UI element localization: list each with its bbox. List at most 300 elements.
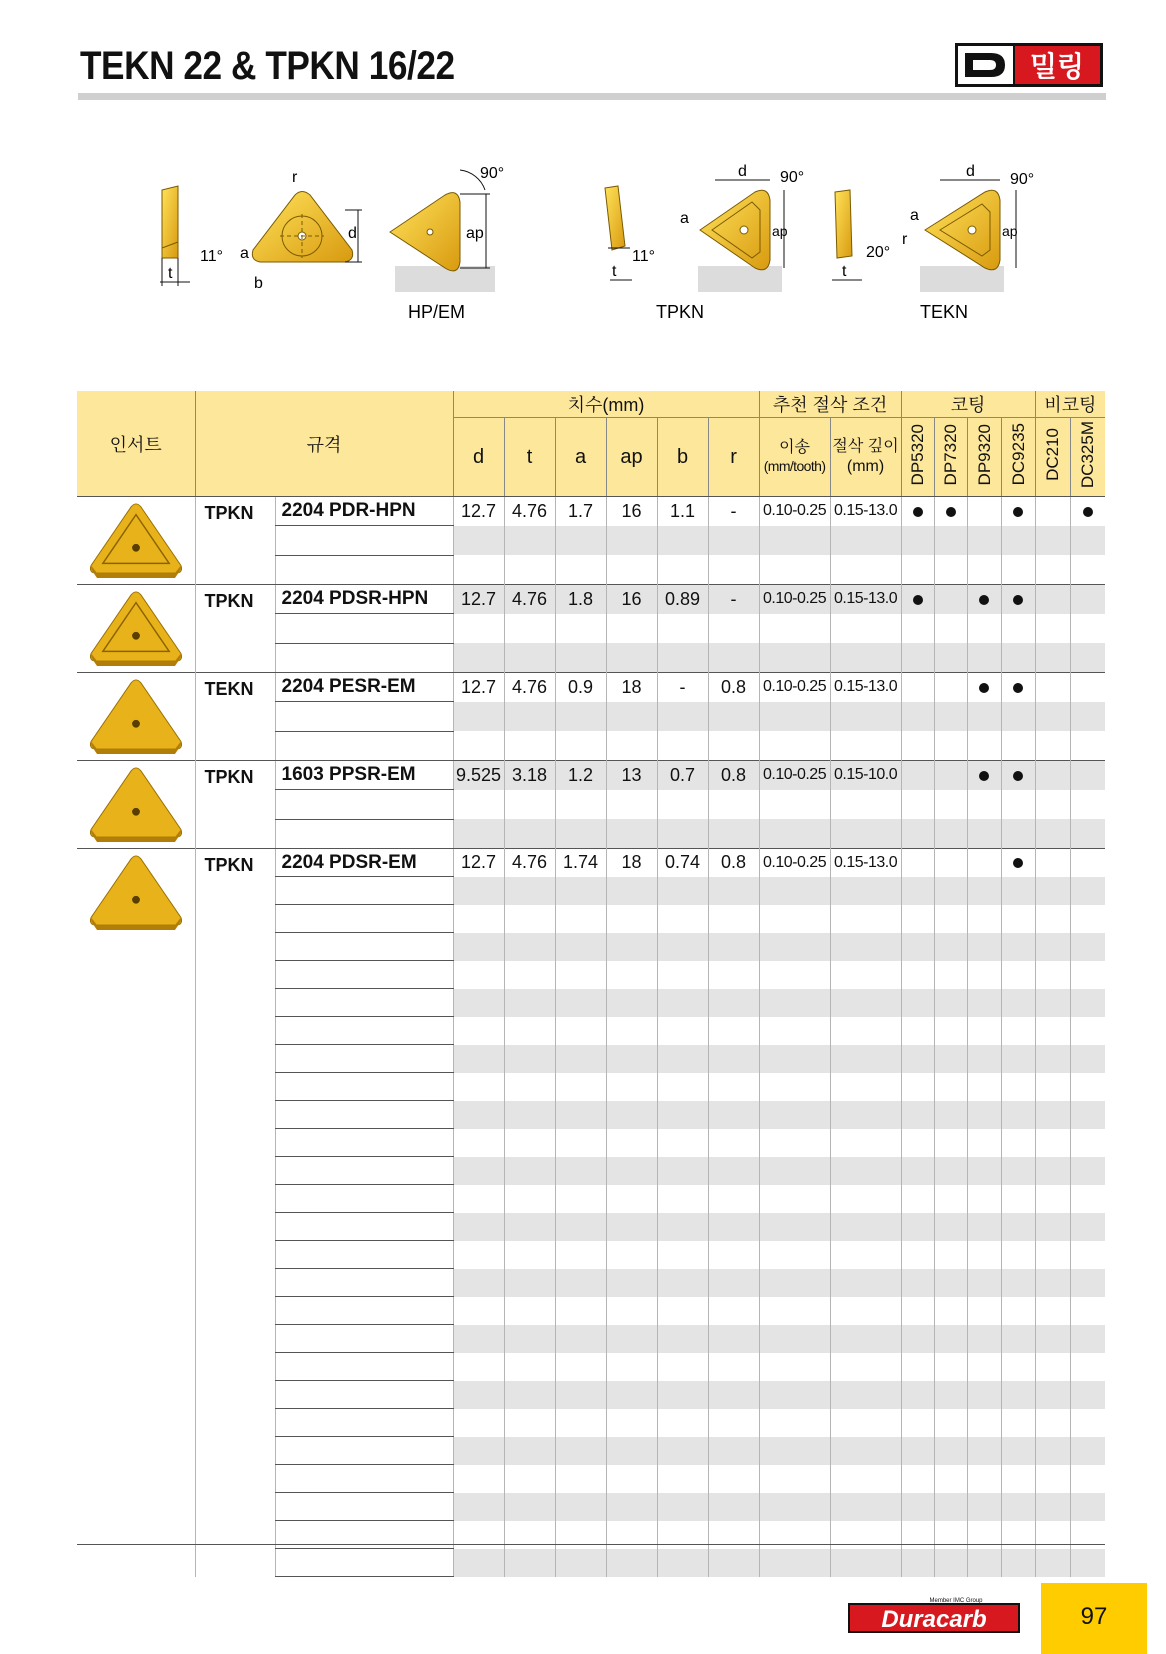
empty-cell [657, 819, 708, 848]
empty-cell [1070, 905, 1105, 933]
empty-cell [759, 731, 830, 760]
empty-cell [1035, 1073, 1070, 1101]
empty-cell [555, 933, 606, 961]
empty-cell [901, 1493, 934, 1521]
empty-cell [657, 1157, 708, 1185]
brand-small-text: Member IMC Group [929, 1598, 983, 1604]
grade-mark-cell [1001, 497, 1035, 526]
grade-mark-cell [967, 585, 1001, 614]
empty-cell [708, 1381, 759, 1409]
empty-cell [606, 877, 657, 905]
empty-cell [708, 1297, 759, 1325]
empty-cell [934, 1213, 967, 1241]
empty-code-cell [275, 1549, 453, 1577]
empty-cell [453, 790, 504, 819]
header-grade-dp7320 [934, 418, 967, 497]
empty-cell [504, 1297, 555, 1325]
empty-cell [657, 1101, 708, 1129]
empty-cell [657, 961, 708, 989]
empty-cell [657, 1437, 708, 1465]
dim-a-cell: 1.2 [555, 761, 606, 790]
empty-cell [967, 933, 1001, 961]
empty-cell [708, 1073, 759, 1101]
table-row [77, 673, 1105, 702]
table-row [77, 585, 1105, 614]
empty-cell [830, 1269, 901, 1297]
empty-cell [453, 989, 504, 1017]
empty-cell [708, 1241, 759, 1269]
empty-code-cell [275, 1185, 453, 1213]
empty-cell [1035, 1157, 1070, 1185]
empty-cell [606, 819, 657, 848]
dim-ap-cell: 16 [606, 585, 657, 614]
dim-a-label-2: a [680, 210, 689, 227]
empty-cell [657, 1269, 708, 1297]
empty-cell [606, 1213, 657, 1241]
empty-cell [901, 905, 934, 933]
dim-ap-cell: 18 [606, 849, 657, 877]
grade-mark-cell [967, 849, 1001, 877]
empty-cell [708, 989, 759, 1017]
empty-cell [934, 1157, 967, 1185]
empty-cell [759, 933, 830, 961]
empty-cell [934, 877, 967, 905]
table-bottom-rule [77, 1544, 1105, 1545]
empty-code-cell [275, 1073, 453, 1101]
empty-cell [1035, 790, 1070, 819]
empty-cell [934, 933, 967, 961]
empty-cell [967, 905, 1001, 933]
empty-cell [708, 1101, 759, 1129]
empty-cell [657, 702, 708, 731]
label-hp-em: HP/EM [408, 302, 466, 322]
dim-a-cell: 0.9 [555, 673, 606, 702]
empty-cell [1070, 1297, 1105, 1325]
insert-cell [77, 761, 195, 849]
empty-cell [1001, 905, 1035, 933]
empty-cell [1001, 614, 1035, 643]
empty-cell [555, 1269, 606, 1297]
availability-dot-icon [979, 595, 989, 605]
header-depth-label: 절삭 깊이 [832, 438, 899, 455]
empty-cell [759, 555, 830, 584]
empty-cell [967, 555, 1001, 584]
empty-code-cell [275, 961, 453, 989]
empty-code-cell [275, 614, 453, 643]
empty-code-cell [275, 1017, 453, 1045]
empty-cell [606, 1493, 657, 1521]
empty-cell [934, 1549, 967, 1577]
insert-type: TPKN [195, 849, 275, 1577]
empty-cell [453, 1437, 504, 1465]
empty-cell [830, 989, 901, 1017]
empty-cell [934, 819, 967, 848]
header-feed [759, 418, 830, 497]
empty-code-cell [275, 1269, 453, 1297]
grade-mark-cell [1035, 673, 1070, 702]
empty-cell [504, 702, 555, 731]
empty-cell [759, 526, 830, 555]
empty-cell [606, 961, 657, 989]
dim-r-cell: - [708, 585, 759, 614]
empty-cell [453, 731, 504, 760]
empty-cell [1001, 1073, 1035, 1101]
empty-cell [1001, 1101, 1035, 1129]
dim-a-label-3: a [910, 207, 919, 224]
empty-cell [1070, 526, 1105, 555]
empty-cell [759, 790, 830, 819]
empty-cell [901, 877, 934, 905]
empty-cell [555, 702, 606, 731]
empty-cell [1070, 1465, 1105, 1493]
empty-code-cell [275, 1437, 453, 1465]
empty-code-cell [275, 1381, 453, 1409]
empty-cell [1035, 1017, 1070, 1045]
angle-90-label-2: 90° [780, 169, 805, 186]
empty-code-cell [275, 1101, 453, 1129]
empty-cell [708, 1185, 759, 1213]
empty-cell [1070, 1493, 1105, 1521]
empty-cell [606, 643, 657, 672]
empty-cell [1035, 905, 1070, 933]
empty-cell [759, 1017, 830, 1045]
empty-code-cell [275, 526, 453, 555]
empty-cell [504, 1185, 555, 1213]
empty-cell [657, 1549, 708, 1577]
empty-code-cell [275, 877, 453, 905]
empty-cell [555, 1241, 606, 1269]
empty-cell [606, 1101, 657, 1129]
empty-cell [657, 1325, 708, 1353]
empty-cell [901, 1353, 934, 1381]
header-dimensions: 치수(mm) [453, 391, 759, 418]
empty-cell [1070, 819, 1105, 848]
empty-cell [1035, 1269, 1070, 1297]
insert-image [86, 501, 186, 579]
empty-cell [830, 614, 901, 643]
empty-cell [830, 1297, 901, 1325]
header-insert: 인서트 [77, 391, 195, 497]
tekn-diagram [902, 163, 1034, 322]
empty-cell [901, 1185, 934, 1213]
depth-cell: 0.15-13.0 [830, 673, 901, 702]
empty-cell [1035, 1045, 1070, 1073]
empty-cell [901, 1465, 934, 1493]
empty-cell [453, 1409, 504, 1437]
empty-cell [606, 933, 657, 961]
empty-cell [1035, 731, 1070, 760]
empty-cell [1070, 1549, 1105, 1577]
empty-cell [901, 1157, 934, 1185]
empty-cell [1035, 961, 1070, 989]
empty-cell [1070, 933, 1105, 961]
empty-cell [708, 1129, 759, 1157]
empty-cell [555, 905, 606, 933]
depth-cell: 0.15-10.0 [830, 761, 901, 790]
header-grade-dc325m [1070, 418, 1105, 497]
empty-cell [1035, 1493, 1070, 1521]
grade-mark-cell [934, 849, 967, 877]
empty-cell [759, 1213, 830, 1241]
empty-cell [759, 702, 830, 731]
empty-cell [830, 1465, 901, 1493]
empty-cell [504, 819, 555, 848]
empty-cell [967, 1325, 1001, 1353]
empty-cell [504, 526, 555, 555]
empty-cell [967, 1549, 1001, 1577]
empty-cell [830, 1045, 901, 1073]
empty-cell [555, 819, 606, 848]
page-title: TEKN 22 & TPKN 16/22 [80, 44, 455, 88]
empty-cell [708, 1269, 759, 1297]
empty-cell [708, 614, 759, 643]
empty-cell [1001, 1045, 1035, 1073]
empty-cell [708, 1157, 759, 1185]
empty-cell [708, 526, 759, 555]
empty-cell [1001, 989, 1035, 1017]
empty-cell [967, 1129, 1001, 1157]
empty-cell [606, 1437, 657, 1465]
empty-cell [967, 1157, 1001, 1185]
dim-ap-label-3: ap [1002, 223, 1018, 239]
empty-cell [901, 790, 934, 819]
empty-cell [901, 526, 934, 555]
empty-cell [934, 1129, 967, 1157]
grade-mark-cell [901, 761, 934, 790]
empty-cell [657, 1297, 708, 1325]
empty-cell [901, 614, 934, 643]
angle-11-label-2: 11° [632, 248, 656, 265]
empty-cell [453, 555, 504, 584]
empty-cell [759, 1437, 830, 1465]
empty-cell [934, 702, 967, 731]
empty-cell [967, 1241, 1001, 1269]
empty-cell [657, 1045, 708, 1073]
empty-cell [934, 790, 967, 819]
dim-b-cell: 0.89 [657, 585, 708, 614]
header-grade-label: DP5320 [908, 423, 928, 486]
grade-mark-cell [1070, 497, 1105, 526]
empty-cell [1001, 702, 1035, 731]
empty-cell [1070, 1409, 1105, 1437]
empty-cell [708, 1409, 759, 1437]
empty-cell [504, 1269, 555, 1297]
dim-d-label-3: d [966, 163, 975, 180]
header-grade-dp9320 [967, 418, 1001, 497]
empty-cell [901, 1549, 934, 1577]
empty-cell [657, 614, 708, 643]
grade-mark-cell [967, 497, 1001, 526]
empty-cell [504, 731, 555, 760]
empty-cell [901, 1045, 934, 1073]
empty-code-cell [275, 989, 453, 1017]
dim-b-label: b [254, 275, 263, 292]
dim-r-cell: 0.8 [708, 673, 759, 702]
insert-type: TPKN [195, 761, 275, 849]
empty-cell [830, 1409, 901, 1437]
empty-cell [1070, 1045, 1105, 1073]
empty-cell [934, 1381, 967, 1409]
empty-cell [453, 643, 504, 672]
empty-cell [708, 1493, 759, 1521]
empty-cell [934, 1325, 967, 1353]
empty-cell [708, 790, 759, 819]
angle-11-label: 11° [200, 248, 224, 265]
empty-cell [555, 961, 606, 989]
empty-code-cell [275, 1465, 453, 1493]
empty-cell [759, 1101, 830, 1129]
empty-cell [1001, 790, 1035, 819]
empty-cell [1035, 614, 1070, 643]
dim-ap-cell: 18 [606, 673, 657, 702]
empty-cell [504, 1381, 555, 1409]
dim-ap-label: ap [466, 225, 484, 242]
dim-a-label: a [240, 245, 249, 262]
empty-cell [759, 1157, 830, 1185]
header-grade-label: DC325M [1078, 420, 1098, 489]
empty-cell [830, 702, 901, 731]
empty-cell [504, 1437, 555, 1465]
empty-cell [504, 1073, 555, 1101]
page-number: 97 [1080, 1603, 1108, 1630]
empty-cell [759, 1493, 830, 1521]
empty-code-cell [275, 643, 453, 672]
empty-cell [708, 1465, 759, 1493]
empty-cell [1035, 1437, 1070, 1465]
empty-cell [657, 643, 708, 672]
empty-cell [555, 555, 606, 584]
empty-code-cell [275, 1297, 453, 1325]
availability-dot-icon [913, 595, 923, 605]
depth-cell: 0.15-13.0 [830, 849, 901, 877]
header-dim-r: r [708, 418, 759, 497]
grade-mark-cell [1001, 849, 1035, 877]
empty-cell [708, 1045, 759, 1073]
empty-cell [901, 1269, 934, 1297]
empty-cell [453, 961, 504, 989]
milling-logo [955, 43, 1103, 87]
grade-mark-cell [934, 497, 967, 526]
empty-cell [555, 989, 606, 1017]
empty-cell [504, 1101, 555, 1129]
empty-cell [1001, 933, 1035, 961]
empty-cell [708, 1437, 759, 1465]
empty-cell [901, 961, 934, 989]
empty-cell [1070, 1185, 1105, 1213]
empty-cell [504, 1241, 555, 1269]
grade-mark-cell [1001, 761, 1035, 790]
empty-cell [657, 989, 708, 1017]
empty-cell [657, 1213, 708, 1241]
empty-cell [1001, 1269, 1035, 1297]
empty-cell [606, 731, 657, 760]
hp-em-diagram [390, 165, 504, 322]
empty-cell [1035, 1241, 1070, 1269]
empty-cell [657, 1185, 708, 1213]
empty-cell [504, 1549, 555, 1577]
insert-code: 1603 PPSR-EM [275, 761, 453, 790]
empty-cell [555, 790, 606, 819]
availability-dot-icon [1013, 683, 1023, 693]
dim-d-cell: 12.7 [453, 585, 504, 614]
empty-cell [901, 1381, 934, 1409]
empty-cell [1001, 1353, 1035, 1381]
grade-mark-cell [934, 761, 967, 790]
empty-cell [1001, 526, 1035, 555]
empty-cell [606, 555, 657, 584]
grade-mark-cell [901, 849, 934, 877]
empty-cell [657, 731, 708, 760]
empty-cell [453, 1353, 504, 1381]
grade-mark-cell [934, 585, 967, 614]
header-dim-a: a [555, 418, 606, 497]
header-grade-dp5320 [901, 418, 934, 497]
empty-cell [606, 1297, 657, 1325]
empty-code-cell [275, 1213, 453, 1241]
empty-cell [555, 1101, 606, 1129]
empty-cell [1001, 731, 1035, 760]
empty-cell [1070, 1157, 1105, 1185]
empty-cell [708, 555, 759, 584]
insert-image [86, 589, 186, 667]
dim-b-cell: 1.1 [657, 497, 708, 526]
empty-cell [555, 1353, 606, 1381]
dim-r-cell: - [708, 497, 759, 526]
availability-dot-icon [1013, 858, 1023, 868]
dim-b-cell: 0.74 [657, 849, 708, 877]
empty-cell [934, 614, 967, 643]
empty-cell [1035, 526, 1070, 555]
empty-cell [830, 1157, 901, 1185]
empty-code-cell [275, 933, 453, 961]
empty-cell [967, 1465, 1001, 1493]
empty-cell [1035, 1185, 1070, 1213]
feed-cell: 0.10-0.25 [759, 585, 830, 614]
empty-cell [901, 731, 934, 760]
empty-cell [830, 1493, 901, 1521]
empty-cell [606, 790, 657, 819]
empty-cell [606, 1129, 657, 1157]
empty-cell [453, 933, 504, 961]
empty-cell [606, 1073, 657, 1101]
empty-cell [555, 1297, 606, 1325]
empty-code-cell [275, 1129, 453, 1157]
insert-cell [77, 585, 195, 673]
empty-cell [504, 1157, 555, 1185]
empty-cell [1035, 1213, 1070, 1241]
header-grade-label: DP7320 [941, 423, 961, 486]
empty-code-cell [275, 731, 453, 760]
empty-cell [708, 1325, 759, 1353]
empty-cell [606, 1185, 657, 1213]
header-dim-t: t [504, 418, 555, 497]
empty-cell [1070, 989, 1105, 1017]
empty-cell [555, 1381, 606, 1409]
empty-cell [606, 526, 657, 555]
dim-r-label-3: r [902, 231, 908, 248]
empty-cell [901, 1101, 934, 1129]
empty-cell [967, 1045, 1001, 1073]
empty-cell [606, 1325, 657, 1353]
grade-mark-cell [1070, 849, 1105, 877]
grade-mark-cell [934, 673, 967, 702]
empty-cell [606, 1409, 657, 1437]
empty-cell [657, 1129, 708, 1157]
empty-cell [657, 1465, 708, 1493]
empty-cell [657, 933, 708, 961]
empty-cell [759, 877, 830, 905]
empty-cell [453, 526, 504, 555]
